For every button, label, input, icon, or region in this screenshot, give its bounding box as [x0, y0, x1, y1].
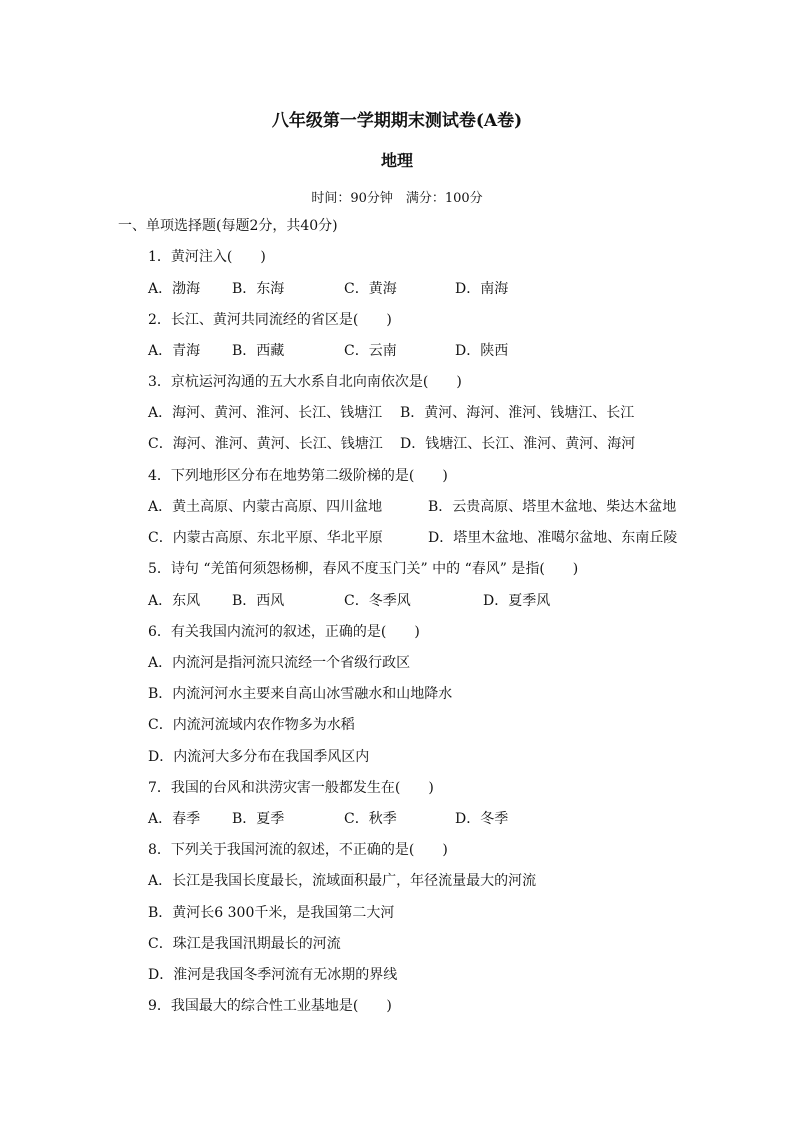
option: A．青海	[148, 343, 201, 359]
question-stem: 3．京杭运河沟通的五大水系自北向南依次是( )	[148, 374, 462, 390]
option: D．南海	[455, 281, 509, 297]
option: B．东海	[232, 281, 285, 297]
option: D．冬季	[455, 811, 509, 827]
option: A．海河、黄河、淮河、长江、钱塘江	[148, 405, 383, 421]
option: C．海河、淮河、黄河、长江、钱塘江	[148, 436, 383, 452]
section-heading: 一、单项选择题(每题2分，共40分)	[118, 218, 338, 234]
option: A．内流河是指河流只流经一个省级行政区	[148, 655, 411, 671]
option: B．西藏	[232, 343, 285, 359]
option: D．陕西	[455, 343, 509, 359]
option: C．珠江是我国汛期最长的河流	[148, 936, 341, 952]
option: C．内流河流域内农作物多为水稻	[148, 717, 355, 733]
option: D．夏季风	[483, 593, 551, 609]
option: B．云贵高原、塔里木盆地、柴达木盆地	[428, 499, 677, 515]
option: D．塔里木盆地、准噶尔盆地、东南丘陵	[428, 530, 678, 546]
option: D．钱塘江、长江、淮河、黄河、海河	[400, 436, 636, 452]
option: A．渤海	[148, 281, 201, 297]
option: C．云南	[344, 343, 397, 359]
question-stem: 6．有关我国内流河的叙述，正确的是( )	[148, 624, 420, 640]
option: C．黄海	[344, 281, 397, 297]
option: B．夏季	[232, 811, 285, 827]
option: B．黄河、海河、淮河、钱塘江、长江	[400, 405, 635, 421]
option: A．东风	[148, 593, 201, 609]
option: A．长江是我国长度最长，流域面积最广，年径流量最大的河流	[148, 873, 537, 889]
option: B．西风	[232, 593, 285, 609]
question-stem: 1．黄河注入( )	[148, 249, 266, 265]
question-stem: 5．诗句 “羌笛何须怨杨柳，春风不度玉门关” 中的 “春风” 是指( )	[148, 561, 579, 577]
question-stem: 2．长江、黄河共同流经的省区是( )	[148, 312, 392, 328]
exam-meta: 时间：90分钟 满分：100分	[311, 191, 483, 206]
option: C．内蒙古高原、东北平原、华北平原	[148, 530, 383, 546]
option: C．秋季	[344, 811, 397, 827]
option: A．黄土高原、内蒙古高原、四川盆地	[148, 499, 383, 515]
option: D．内流河大多分布在我国季风区内	[148, 749, 370, 765]
question-stem: 7．我国的台风和洪涝灾害一般都发生在( )	[148, 780, 434, 796]
exam-title: 八年级第一学期期末测试卷(A卷)	[271, 111, 523, 131]
option: C．冬季风	[344, 593, 411, 609]
option: D．淮河是我国冬季河流有无冰期的界线	[148, 967, 398, 983]
option: B．黄河长6 300千米，是我国第二大河	[148, 905, 395, 921]
question-stem: 9．我国最大的综合性工业基地是( )	[148, 998, 392, 1014]
exam-subject: 地理	[380, 151, 413, 170]
option: A．春季	[148, 811, 201, 827]
question-stem: 4．下列地形区分布在地势第二级阶梯的是( )	[148, 468, 448, 484]
option: B．内流河河水主要来自高山冰雪融水和山地降水	[148, 686, 453, 702]
question-stem: 8．下列关于我国河流的叙述，不正确的是( )	[148, 842, 448, 858]
